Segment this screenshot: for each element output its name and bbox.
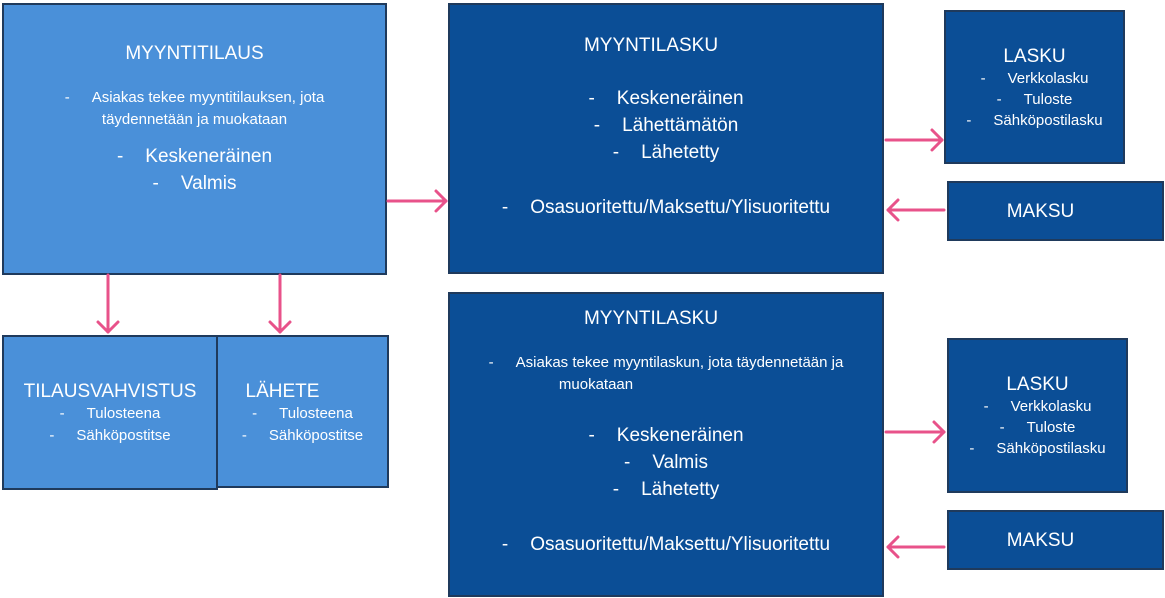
lasku-2-title: LASKU: [1006, 374, 1069, 395]
lasku-1-item-3: - Sähköpostilasku: [946, 110, 1123, 131]
myyntitilaus-desc-line-1: - Asiakas tekee myyntitilauksen, jota: [4, 87, 385, 109]
myyntilasku-2-desc-line-1: - Asiakas tekee myyntilaskun, jota täydennetään ja: [450, 352, 882, 374]
arrow-maksu-2-to-myyntilasku-2: [888, 537, 944, 557]
myyntilasku-1-state-1: - Keskeneräinen: [450, 85, 882, 112]
maksu-1-title: MAKSU: [1006, 201, 1075, 222]
tilausvahvistus-title: TILAUSVAHVISTUS: [23, 381, 197, 402]
myyntitilaus-state-2: - Valmis: [4, 170, 385, 197]
myyntitilaus-state-1: - Keskeneräinen: [4, 143, 385, 170]
myyntilasku-1-state-3: - Lähetetty: [450, 139, 882, 166]
lasku-1-title: LASKU: [1003, 46, 1066, 67]
lahete-item-2: - Sähköpostitse: [218, 425, 387, 447]
myyntilasku-1-title: MYYNTILASKU: [583, 35, 719, 56]
tilausvahvistus-item-1: - Tulosteena: [4, 403, 216, 425]
tilausvahvistus-item-2: - Sähköpostitse: [4, 425, 216, 447]
lasku-2-item-3: - Sähköpostilasku: [949, 438, 1126, 459]
myyntilasku-1-state-2: - Lähettämätön: [450, 112, 882, 139]
lasku-1-item-1: - Verkkolasku: [946, 68, 1123, 89]
lasku-2-item-1: - Verkkolasku: [949, 396, 1126, 417]
arrow-myyntilasku-1-to-lasku-1: [886, 130, 942, 150]
myyntilasku-2-desc-line-2: muokataan: [558, 376, 634, 393]
arrow-to-lahete: [270, 275, 290, 332]
myyntitilaus-title: MYYNTITILAUS: [125, 43, 264, 64]
myyntilasku-1-payment: - Osasuoritettu/Maksettu/Ylisuoritettu: [450, 194, 882, 221]
arrow-to-tilausvahvistus: [98, 275, 118, 332]
myyntilasku-2-state-3: - Lähetetty: [450, 476, 882, 503]
myyntilasku-2-payment: - Osasuoritettu/Maksettu/Ylisuoritettu: [450, 531, 882, 558]
arrow-myyntilasku-2-to-lasku-2: [886, 422, 944, 442]
lahete-item-1: - Tulosteena: [218, 403, 387, 425]
lasku-2-item-2: - Tuloste: [949, 417, 1126, 438]
myyntitilaus-desc-line-2: täydennetään ja muokataan: [101, 111, 288, 128]
myyntilasku-2-state-1: - Keskeneräinen: [450, 422, 882, 449]
maksu-2-title: MAKSU: [1006, 530, 1075, 551]
lahete-title: LÄHETE: [245, 381, 320, 402]
lasku-1-item-2: - Tuloste: [946, 89, 1123, 110]
myyntilasku-2-title: MYYNTILASKU: [583, 308, 719, 329]
arrow-myyntitilaus-to-myyntilasku: [388, 191, 446, 211]
arrow-maksu-1-to-myyntilasku-1: [888, 200, 944, 220]
myyntilasku-2-state-2: - Valmis: [450, 449, 882, 476]
